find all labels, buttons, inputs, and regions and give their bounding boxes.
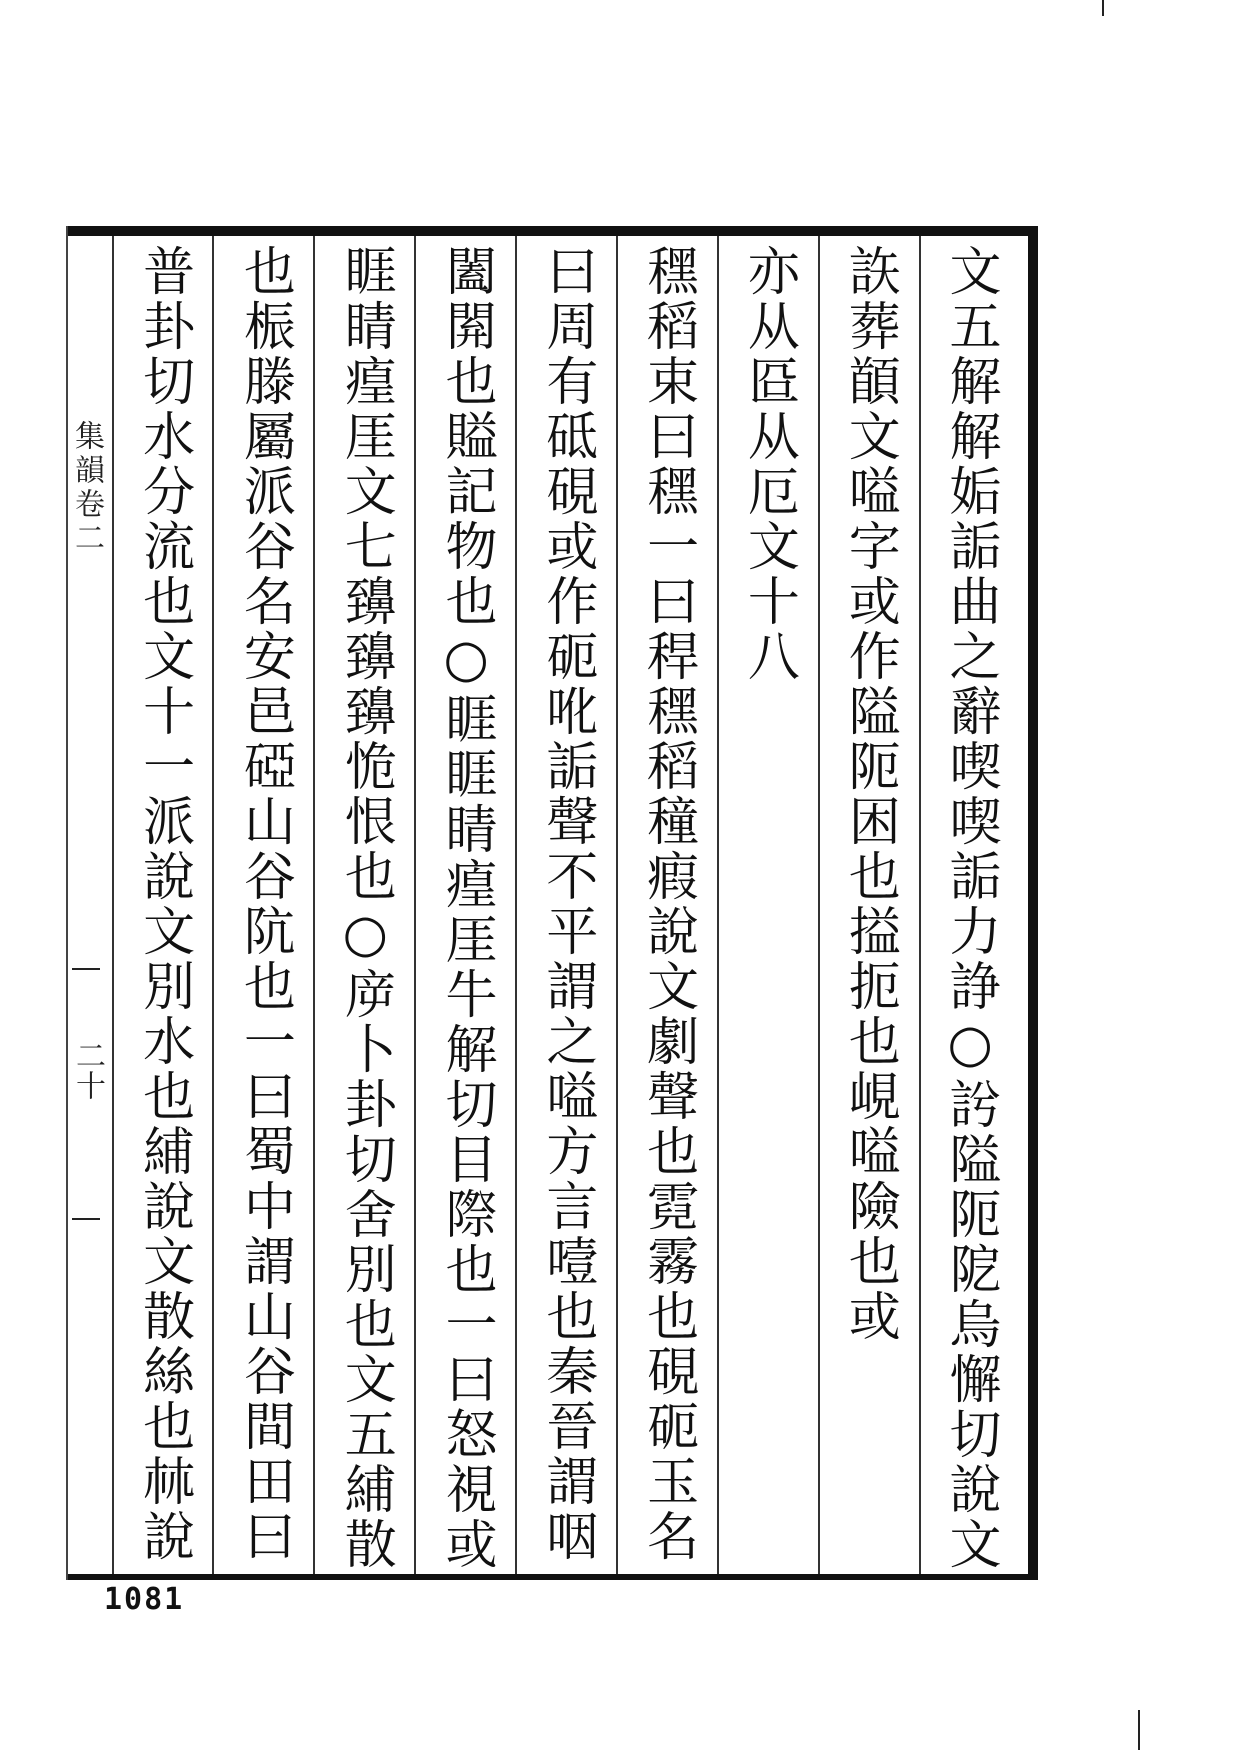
- text-column-9: [113, 236, 214, 1574]
- column-text: 睚睛㾮厓文七䶍䶍䶍恑恨也○㡿卜卦切舍別也文五䋠散: [335, 244, 396, 1572]
- text-column-2: [818, 236, 919, 1574]
- page-frame-bottom: [68, 1574, 1038, 1580]
- text-column-3: [718, 236, 819, 1574]
- text-column-8: [214, 236, 315, 1574]
- column-text: 曰周有砥硯或作砈吪詬聲不平謂之嗌方言噎也秦晉謂咽: [536, 244, 597, 1564]
- margin-dash: [72, 968, 100, 970]
- corner-tick-bottom: [1138, 1710, 1140, 1750]
- column-text: 闔閞也賹記物也○睚睚睛㾮厓牛解切目際也一曰怒視或: [436, 244, 497, 1572]
- corner-tick-top: [1102, 0, 1104, 16]
- column-text: 文五解解姤詬曲之辭喫喫詬力諍○䚷隘阨阸烏懈切說文: [940, 244, 1000, 1572]
- column-text: 也桭滕屬派谷名安邑䃁山谷阬也一曰蜀中謂山谷間田曰: [234, 244, 295, 1564]
- text-column-6: [415, 236, 516, 1574]
- column-text: 䆀稻束曰䆀一曰稈䆀稻穜瘕說文劇聲也霓霧也硯砈玉名: [637, 244, 698, 1564]
- column-text: 普卦切水分流也文十一派說文別水也䋠說文散絲也𣏟說: [133, 244, 194, 1564]
- text-column-4: [617, 236, 718, 1574]
- page-frame-top: [68, 226, 1038, 236]
- page-number: 1081: [104, 1582, 185, 1617]
- text-column-5: [516, 236, 617, 1574]
- margin-volume-title: 集韻卷二: [69, 420, 104, 556]
- text-column-7: [314, 236, 415, 1574]
- column-text: 䛈葬䭭文嗌字或作隘阨困也搤扼也峴嗌險也或: [839, 244, 900, 1344]
- column-text: 亦从㔯从厄文十八: [738, 244, 799, 684]
- text-columns: [112, 236, 1020, 1574]
- margin-leaf-number: 二十: [70, 1040, 105, 1100]
- page-frame-right: [1028, 226, 1038, 1580]
- margin-dash: [72, 1218, 100, 1220]
- text-column-1: [919, 236, 1020, 1574]
